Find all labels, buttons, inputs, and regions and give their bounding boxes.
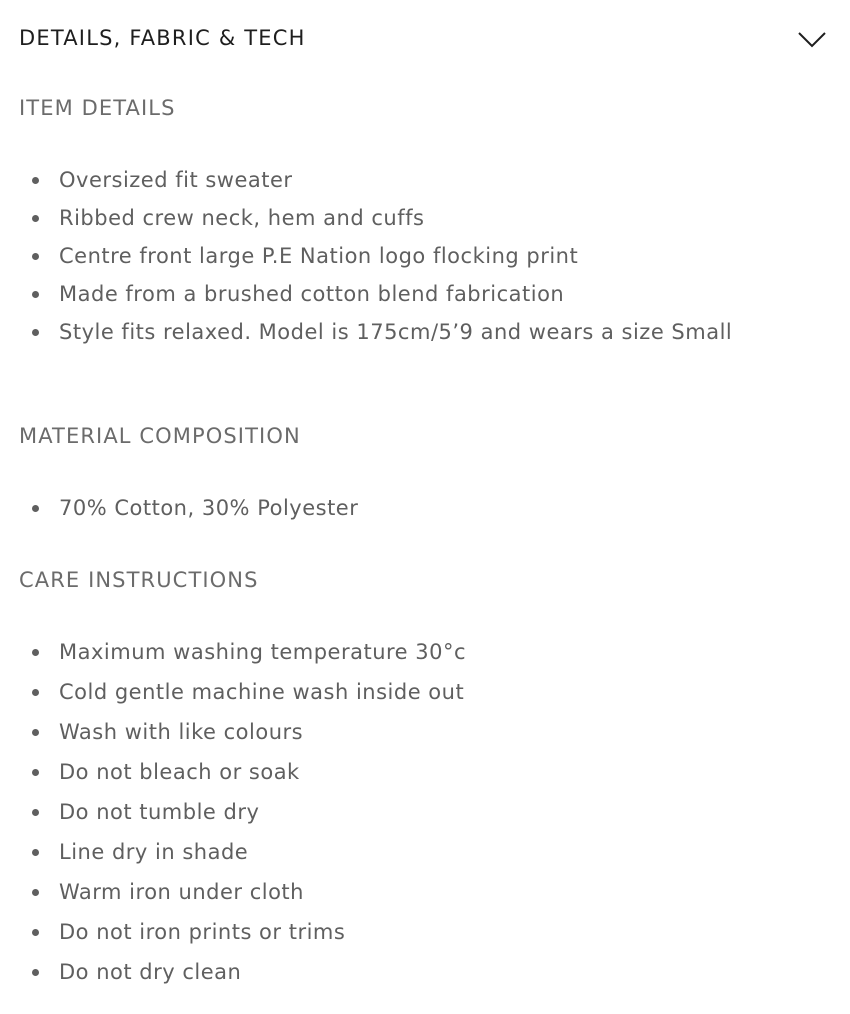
list-item: Made from a brushed cotton blend fabrication bbox=[0, 275, 732, 313]
list-item: Centre front large P.E Nation logo flocking print bbox=[0, 237, 732, 275]
list-item: Line dry in shade bbox=[0, 832, 466, 872]
list-item: Do not iron prints or trims bbox=[0, 912, 466, 952]
list-item: Wash with like colours bbox=[0, 712, 466, 752]
list-item: Maximum washing temperature 30°c bbox=[0, 632, 466, 672]
list-item: Do not tumble dry bbox=[0, 792, 466, 832]
list-item: Ribbed crew neck, hem and cuffs bbox=[0, 199, 732, 237]
item-details-heading: ITEM DETAILS bbox=[19, 96, 176, 120]
chevron-down-icon[interactable] bbox=[797, 28, 827, 50]
list-item: Do not dry clean bbox=[0, 952, 466, 992]
list-item: Do not bleach or soak bbox=[0, 752, 466, 792]
material-composition-heading: MATERIAL COMPOSITION bbox=[19, 424, 301, 448]
list-item: Warm iron under cloth bbox=[0, 872, 466, 912]
care-instructions-heading: CARE INSTRUCTIONS bbox=[19, 568, 259, 592]
list-item: Cold gentle machine wash inside out bbox=[0, 672, 466, 712]
details-fabric-tech-accordion-toggle[interactable] bbox=[19, 24, 827, 54]
care-instructions-list bbox=[0, 632, 466, 992]
material-composition-list bbox=[0, 489, 358, 527]
list-item: 70% Cotton, 30% Polyester bbox=[0, 489, 358, 527]
accordion-title: DETAILS, FABRIC & TECH bbox=[19, 26, 306, 50]
list-item: Oversized fit sweater bbox=[0, 161, 732, 199]
list-item: Style fits relaxed. Model is 175cm/5’9 and wears a size Small bbox=[0, 313, 732, 351]
item-details-list bbox=[0, 161, 732, 351]
